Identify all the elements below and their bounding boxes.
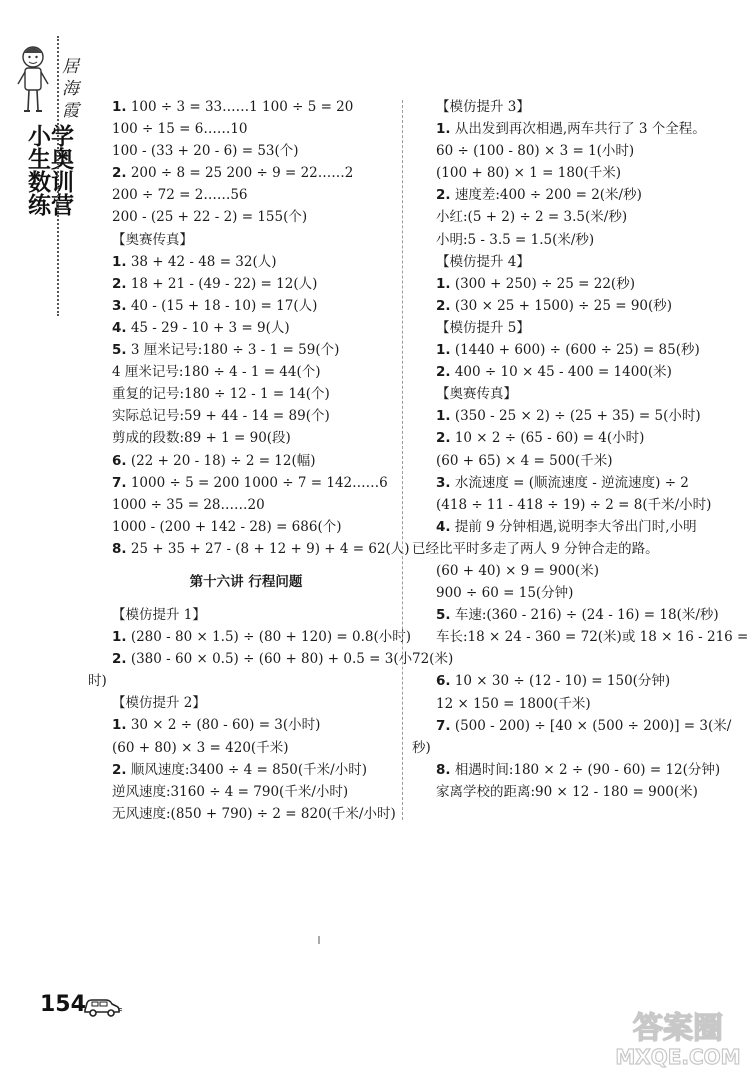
answer-line [436,251,734,273]
answer-line [112,295,380,317]
answer-line [436,295,734,317]
answer-text: 从出发到再次相遇,两车共行了 3 个全程。 [454,121,706,138]
answer-line [436,516,734,538]
answer-text: 40 - (15 + 18 - 10) = 17(人) [130,297,318,314]
answer-text: (1440 + 600) ÷ (600 ÷ 25) = 85(秒) [454,342,700,359]
answer-text: (100 + 80) × 1 = 180(千米) [436,165,622,182]
answer-text: (60 + 40) × 9 = 900(米) [436,562,599,579]
item-number: 3. [436,474,451,491]
item-number: 1. [112,253,127,270]
item-number: 2. [112,761,127,778]
answer-line [112,96,380,118]
answer-line [436,582,734,604]
answer-line [436,693,734,715]
answer-text: 【模仿提升 4】 [436,253,530,270]
answer-line [112,714,380,736]
side-banner [8,36,88,326]
answer-line [436,383,734,405]
answer-text: 400 ÷ 10 × 45 - 400 = 1400(米) [454,364,672,381]
author-char: 海 [62,79,79,99]
answer-text: 车速:(360 - 216) ÷ (24 - 16) = 18(米/秒) [454,607,719,624]
answer-line [436,96,734,118]
series-char: 数 [28,170,51,196]
answer-line [112,803,396,825]
answer-text: (500 - 200) ÷ [40 × (500 ÷ 200)] = 3(米/ [454,717,732,734]
page-number: 154 [40,992,86,1017]
answer-line [112,140,380,162]
item-number: 1. [436,408,451,425]
item-number: 7. [436,717,451,734]
answer-line [436,405,734,427]
answer-line [436,273,734,295]
answer-line [112,538,410,560]
item-number: 5. [112,342,127,359]
item-number: 5. [436,607,451,624]
item-number: 8. [112,540,127,557]
series-char: 练 [28,193,51,219]
answer-line [436,118,734,140]
item-number: 6. [436,673,451,690]
answer-text: 200 - (25 + 22 - 2) = 155(个) [112,209,308,226]
answer-text: 200 ÷ 72 = 2……56 [112,187,248,204]
answer-line [112,118,380,140]
answer-text: 3 厘米记号:180 ÷ 3 - 1 = 59(个) [130,342,340,359]
answer-text: 100 - (33 + 20 - 6) = 53(个) [112,143,299,160]
answer-line [412,538,734,560]
answer-line [112,229,380,251]
answer-line [112,692,380,714]
answer-text: 时) [88,673,107,690]
answer-text: 【奥赛传真】 [436,386,517,403]
column-divider [402,100,403,820]
item-number: 4. [436,518,451,535]
item-number: 1. [436,275,451,292]
answer-line [112,206,380,228]
item-number: 2. [436,187,451,204]
series-char: 生 [28,147,51,173]
answer-line [436,494,734,516]
item-number: 7. [112,474,127,491]
answer-line [112,251,380,273]
answer-line [436,317,734,339]
answer-line [412,648,734,670]
item-number: 1. [112,717,127,734]
answer-line [112,383,380,405]
print-mark [318,936,320,944]
series-char: 训 [51,170,74,196]
answer-text: 10 × 2 ÷ (65 - 60) = 4(小时) [454,430,645,447]
item-number: 2. [112,165,127,182]
answer-text: 200 ÷ 8 = 25 200 ÷ 9 = 22……2 [130,165,354,182]
item-number: 1. [112,99,127,115]
answer-line [436,670,734,692]
answer-text: 100 ÷ 3 = 33……1 100 ÷ 5 = 20 [130,99,354,115]
answer-text: 小明:5 - 3.5 = 1.5(米/秒) [436,231,595,248]
answer-text: (60 + 80) × 3 = 420(千米) [112,739,289,756]
author-char: 霞 [62,101,79,121]
answer-line [436,560,734,582]
answer-text: 水流速度 = (顺流速度 - 逆流速度) ÷ 2 [454,474,689,491]
answer-line [112,339,380,361]
answer-line [412,737,734,759]
answer-line [436,361,734,383]
answer-text: 60 ÷ (100 - 80) × 3 = 1(小时) [436,143,635,160]
answer-line [436,184,734,206]
left-answer-column [88,96,413,825]
answer-text: 实际总记号:59 + 44 - 14 = 89(个) [112,408,330,425]
answer-text: 【模仿提升 2】 [112,695,206,712]
answer-text: 速度差:400 ÷ 200 = 2(米/秒) [454,187,642,204]
watermark-logo [612,1004,744,1068]
answer-line [112,781,380,803]
answer-text: 18 + 21 - (49 - 22) = 12(人) [130,275,318,292]
item-number: 1. [112,629,127,646]
section-title: 第十六讲 行程问题 [189,573,303,590]
answer-text: 剪成的段数:89 + 1 = 90(段) [112,430,291,447]
answer-line [112,472,388,494]
answer-text: (418 ÷ 11 - 418 ÷ 19) ÷ 2 = 8(千米/小时) [436,496,712,513]
item-number: 2. [436,364,451,381]
answer-text: (300 + 250) ÷ 25 = 22(秒) [454,275,635,292]
series-char: 学 [51,124,74,150]
item-number: 3. [112,297,127,314]
answer-line [436,162,734,184]
answer-line [112,273,380,295]
dotted-border [57,36,59,316]
student-mascot-icon [16,44,50,116]
answer-text: 72(米) [412,651,454,668]
answer-text: 无风速度:(850 + 790) ÷ 2 = 820(千米/小时) [112,805,396,822]
answer-text: 10 × 30 ÷ (12 - 10) = 150(分钟) [454,673,671,690]
answer-text: 1000 - (200 + 142 - 28) = 686(个) [112,518,342,535]
answer-line [436,339,734,361]
answer-line [112,405,380,427]
watermark-text-cn: 答案圈 [633,1011,723,1046]
answer-text: 100 ÷ 15 = 6……10 [112,121,248,138]
answer-line [112,162,380,184]
answer-line [112,184,380,206]
answer-text: 【模仿提升 3】 [436,99,530,115]
right-answer-column [412,96,749,803]
answer-line [436,604,734,626]
item-number: 6. [112,452,127,469]
answer-line [112,626,411,648]
answer-line [88,670,380,692]
answer-line [436,626,749,648]
answer-line [112,361,380,383]
answer-text: 900 ÷ 60 = 15(分钟) [436,585,574,602]
series-char: 奥 [51,147,74,173]
answer-text: (30 × 25 + 1500) ÷ 25 = 90(秒) [454,297,673,314]
answer-text: 【奥赛传真】 [112,231,193,248]
item-number: 2. [112,275,127,292]
answer-line [436,715,734,737]
answer-line [436,781,734,803]
answer-text: 45 - 29 - 10 + 3 = 9(人) [130,319,290,336]
item-number: 8. [436,761,451,778]
answer-text: 重复的记号:180 ÷ 12 - 1 = 14(个) [112,386,330,403]
answer-line [112,516,380,538]
answer-text: 4 厘米记号:180 ÷ 4 - 1 = 44(个) [112,364,321,381]
answer-text: (350 - 25 × 2) ÷ (25 + 35) = 5(小时) [454,408,701,425]
watermark-text-url: MXQE.COM [615,1045,741,1068]
answer-line [112,648,413,670]
answer-line [436,427,734,449]
answer-text: 小红:(5 + 2) ÷ 2 = 3.5(米/秒) [436,209,628,226]
author-name [62,56,86,122]
answer-text: 【模仿提升 5】 [436,319,530,336]
item-number: 1. [436,121,451,138]
answer-line [436,759,734,781]
answer-text: 车长:18 × 24 - 360 = 72(米)或 18 × 16 - 216 = [436,629,749,646]
answer-text: 【模仿提升 1】 [112,606,206,623]
answer-text: 家离学校的距离:90 × 12 - 180 = 900(米) [436,783,698,800]
answer-text: 提前 9 分钟相遇,说明李大爷出门时,小明 [454,518,697,535]
answer-line [112,317,380,339]
answer-line [112,494,380,516]
item-number: 2. [436,430,451,447]
answer-line [436,140,734,162]
answer-line [436,472,734,494]
answer-line [112,604,380,626]
answer-text: 相遇时间:180 × 2 ÷ (90 - 60) = 12(分钟) [454,761,721,778]
answer-text: 秒) [412,739,431,756]
answer-text: (60 + 65) × 4 = 500(千米) [436,452,613,469]
series-title [28,126,74,326]
answer-text: 12 × 150 = 1800(千米) [436,695,591,712]
answer-line [436,206,734,228]
item-number: 1. [436,342,451,359]
car-icon [82,994,122,1018]
answer-text: 38 + 42 - 48 = 32(人) [130,253,277,270]
answer-line [112,450,380,472]
answer-line [112,759,380,781]
answer-line [112,737,380,759]
answer-text: 已经比平时多走了两人 9 分钟合走的路。 [412,540,659,557]
answer-text: (380 - 60 × 0.5) ÷ (60 + 80) + 0.5 = 3(小 [130,651,413,668]
item-number: 2. [436,297,451,314]
answer-text: 1000 ÷ 35 = 28……20 [112,496,265,513]
answer-text: 25 + 35 + 27 - (8 + 12 + 9) + 4 = 62(人) [130,540,410,557]
series-char: 营 [51,193,74,219]
item-number: 2. [112,651,127,668]
answer-text: 逆风速度:3160 ÷ 4 = 790(千米/小时) [112,783,349,800]
answer-line [436,229,734,251]
series-char: 小 [28,124,51,150]
answer-line [112,427,380,449]
answer-text: (280 - 80 × 1.5) ÷ (80 + 120) = 0.8(小时) [130,629,411,646]
answer-text: 顺风速度:3400 ÷ 4 = 850(千米/小时) [130,761,367,778]
item-number: 4. [112,319,127,336]
answer-text: 30 × 2 ÷ (80 - 60) = 3(小时) [130,717,321,734]
author-char: 居 [62,57,79,77]
answer-text: (22 + 20 - 18) ÷ 2 = 12(幅) [130,452,316,469]
answer-line [436,450,734,472]
answer-text: 1000 ÷ 5 = 200 1000 ÷ 7 = 142……6 [130,474,388,491]
